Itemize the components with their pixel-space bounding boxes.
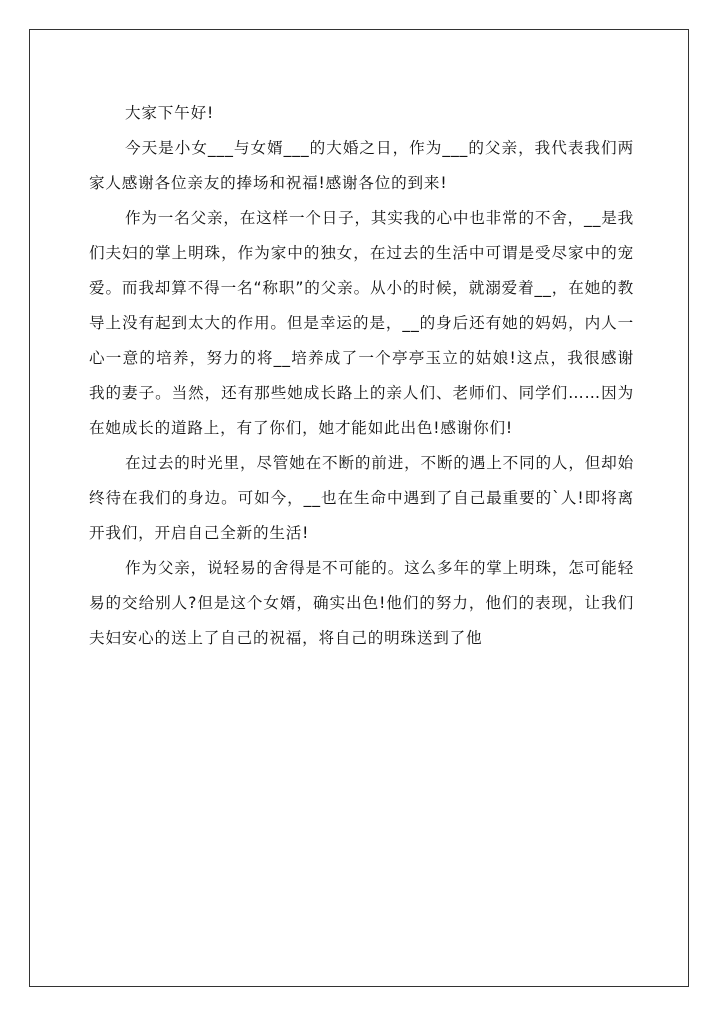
paragraph-past-time: 在过去的时光里，尽管她在不断的前进，不断的遇上不同的人，但却始终待在我们的身边。可如今，__也在生命中遇到了自己最重要的`人!即将离开我们，开启自己全新的生活! [89, 454, 634, 542]
paragraph-son-in-law: 作为父亲，说轻易的舍得是不可能的。这么多年的掌上明珠，怎可能轻易的交给别人?但是这个女婿，确实出色!他们的努力，他们的表现，让我们夫妇安心的送上了自己的祝福，将自己的明珠送到了他 [89, 559, 634, 647]
document-body [89, 96, 634, 656]
greeting-paragraph: 大家下午好! [125, 104, 215, 122]
paragraph-father-feelings: 作为一名父亲，在这样一个日子，其实我的心中也非常的不舍，__是我们夫妇的掌上明珠，作为家中的独女，在过去的生活中可谓是受尽家中的宠爱。而我却算不得一名“称职”的父亲。从小的时候，就溺爱着__，在她的教导上没有起到太大的作用。但是幸运的是，__的身后还有她的妈妈，内人一心一意的培养，努力的将__培养成了一个亭亭玉立的姑娘!这点，我很感谢我的妻子。当然，还有那些她成长路上的亲人们、老师们、同学们……因为在她成长的道路上，有了你们，她才能如此出色!感谢你们! [89, 209, 635, 437]
paragraph-intro: 今天是小女___与女婿___的大婚之日，作为___的父亲，我代表我们两家人感谢各位亲友的捧场和祝福!感谢各位的到来! [89, 139, 634, 192]
